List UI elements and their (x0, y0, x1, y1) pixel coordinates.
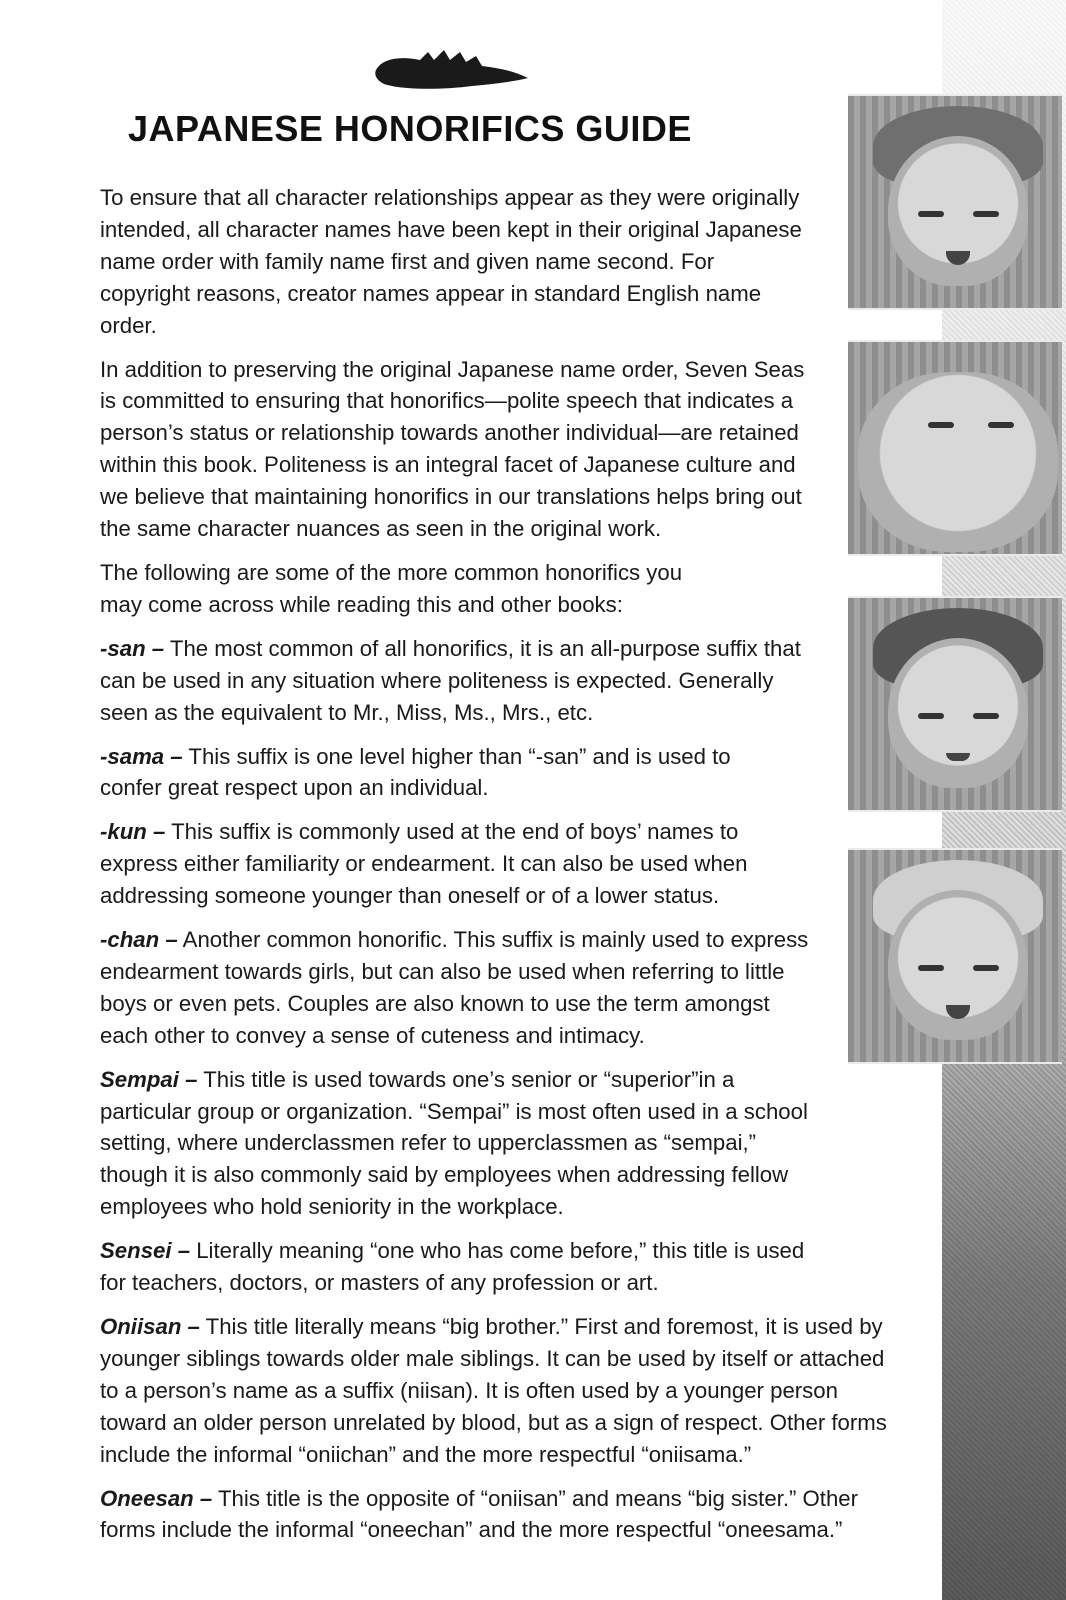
honorific-entry (100, 741, 930, 805)
honorific-term: -sama – (100, 743, 183, 769)
intro-paragraph-1 (100, 182, 930, 342)
intro-paragraph-2 (100, 354, 930, 545)
honorific-definition: Another common honorific. This suffix is mainly used to express endearment towards girls, but can also be used when referring to little boys or even pets. Couples are also known to use the term amongst each other to convey a sense of cuteness and intimacy. (100, 927, 809, 1048)
honorific-term: -chan – (100, 927, 178, 953)
honorific-term: -san – (100, 635, 165, 661)
intro-text: To ensure that all character relationships appear as they were originally intended, all character names have been kept in their original Japanese name order with family name first and given name second. For copyright reasons, creator names appear in standard English name order. (100, 185, 802, 338)
honorific-entry (100, 1064, 930, 1224)
intro-paragraph-3 (100, 557, 930, 621)
honorific-definition: This title is used towards one’s senior or “superior”in a particular group or organization. “Sempai” is most often used in a school setting, where underclassmen refer to upperclassmen as “sempai,” though it is also commonly said by employees when addressing fellow employees who hold seniority in the workplace. (100, 1066, 808, 1220)
honorific-definition: Literally meaning “one who has come before,” this title is used for teachers, doctors, or masters of any profession or art. (100, 1238, 805, 1296)
honorific-term: Sempai – (100, 1066, 198, 1092)
honorific-entry (100, 1235, 930, 1299)
honorific-entry (100, 1483, 930, 1547)
honorific-definition: This suffix is one level higher than “-san” and is used to confer great respect upon an individual. (100, 743, 731, 801)
intro-text: In addition to preserving the original Japanese name order, Seven Seas is committed to ensuring that honorifics—polite speech that indicates a person’s status or relationship towards another individual—are retained within this book. Politeness is an integral facet of Japanese culture and we believe that maintaining honorifics in our translations helps bring out the same character nuances as seen in the original work. (100, 356, 805, 542)
honorific-entry (100, 924, 930, 1052)
fish-silhouette-icon (372, 44, 532, 92)
honorific-definition: This title is the opposite of “oniisan” and means “big sister.” Other forms include the informal “oneechan” and the more respectful “oneesama.” (100, 1485, 859, 1543)
honorific-term: Sensei – (100, 1238, 191, 1264)
honorific-term: -kun – (100, 819, 166, 845)
honorific-term: Oniisan – (100, 1314, 200, 1339)
honorific-definition: This suffix is commonly used at the end of boys’ names to express either familiarity or endearment. It can also be used when addressing someone younger than oneself or of a lower status. (100, 819, 748, 909)
honorific-entry (100, 633, 930, 729)
honorific-definition: This title literally means “big brother.” First and foremost, it is used by younger siblings towards older male siblings. It can be used by itself or attached to a person’s name as a suffix (niisan). It is often used by a younger person toward an older person unrelated by blood, but as a sign of respect. Other forms include the informal “oniichan” and the more respectful “oniisama.” (100, 1314, 887, 1467)
honorific-definition: The most common of all honorifics, it is an all-purpose suffix that can be used in any situation where politeness is expected. Generally seen as the equivalent to Mr., Miss, Ms., Mrs., etc. (100, 635, 801, 725)
guide-body (100, 182, 930, 1558)
intro-text: The following are some of the more common honorifics you may come across while reading this and other books: (100, 559, 683, 617)
honorific-entry (100, 816, 930, 912)
page-title: JAPANESE HONORIFICS GUIDE (128, 108, 692, 149)
honorific-entry (100, 1311, 930, 1471)
honorific-term: Oneesan – (100, 1485, 213, 1511)
